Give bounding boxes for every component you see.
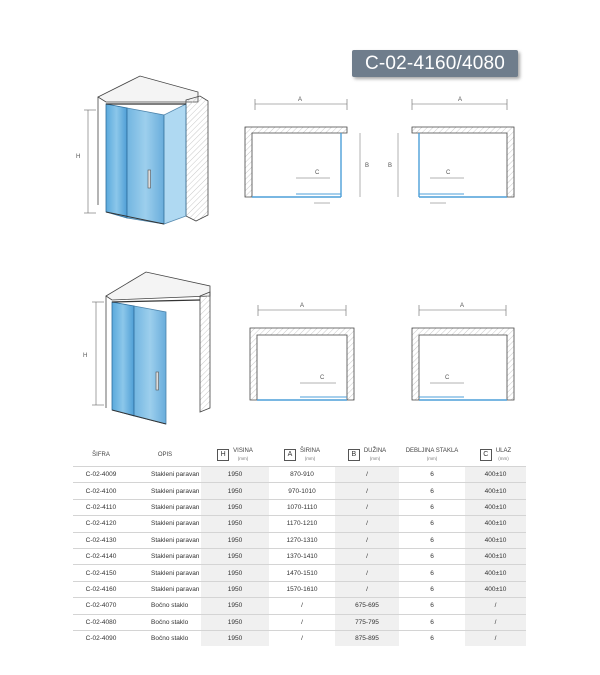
- dim-c-label-4: C: [445, 375, 450, 381]
- cell-length: /: [335, 516, 399, 532]
- cell-entry: /: [465, 614, 526, 630]
- table-header-row: [73, 444, 526, 467]
- model-code-badge: C-02-4160/4080: [352, 50, 518, 77]
- cell-entry: 400±10: [465, 483, 526, 499]
- dim-c-label-1: C: [315, 170, 320, 176]
- table-row: [73, 532, 526, 548]
- cell-code: C-02-4140: [73, 548, 129, 564]
- cell-description: Stakleni paravan: [129, 548, 201, 564]
- cell-height: 1950: [201, 532, 269, 548]
- cell-height: 1950: [201, 499, 269, 515]
- dim-h-label-2: H: [83, 353, 88, 359]
- cell-description: Stakleni paravan: [129, 565, 201, 581]
- header-code: ŠIFRA: [92, 451, 110, 458]
- dim-c-label-3: C: [320, 375, 325, 381]
- cell-height: 1950: [201, 467, 269, 483]
- table-row: [73, 548, 526, 564]
- cell-entry: 400±10: [465, 548, 526, 564]
- cell-code: C-02-4150: [73, 565, 129, 581]
- cell-height: 1950: [201, 598, 269, 614]
- cell-code: C-02-4110: [73, 499, 129, 515]
- cell-length: 675-695: [335, 598, 399, 614]
- cell-height: 1950: [201, 548, 269, 564]
- cell-length: /: [335, 499, 399, 515]
- dim-b-label-1: B: [365, 163, 370, 169]
- cell-length: /: [335, 483, 399, 499]
- cell-glass: 6: [399, 467, 465, 483]
- cell-width: 1570-1610: [269, 581, 335, 597]
- cell-height: 1950: [201, 516, 269, 532]
- cell-glass: 6: [399, 565, 465, 581]
- table-row: [73, 516, 526, 532]
- cell-height: 1950: [201, 614, 269, 630]
- cell-glass: 6: [399, 581, 465, 597]
- perspective-view-alcove: [83, 272, 210, 424]
- cell-code: C-02-4009: [73, 467, 129, 483]
- plan-view-1: [245, 97, 369, 203]
- cell-entry: 400±10: [465, 581, 526, 597]
- cell-length: /: [335, 467, 399, 483]
- cell-description: Stakleni paravan: [129, 581, 201, 597]
- cell-length: /: [335, 581, 399, 597]
- cell-description: Bočno staklo: [129, 614, 201, 630]
- cell-description: Bočno staklo: [129, 630, 201, 646]
- cell-description: Stakleni paravan: [129, 516, 201, 532]
- cell-glass: 6: [399, 516, 465, 532]
- cell-glass: 6: [399, 548, 465, 564]
- cell-width: 1070-1110: [269, 499, 335, 515]
- header-description: OPIS: [157, 451, 173, 458]
- cell-description: Stakleni paravan: [129, 532, 201, 548]
- cell-glass: 6: [399, 499, 465, 515]
- cell-entry: 400±10: [465, 499, 526, 515]
- cell-height: 1950: [201, 483, 269, 499]
- header-width: A ŠIRINA (mm): [269, 444, 335, 467]
- cell-height: 1950: [201, 565, 269, 581]
- cell-width: 1270-1310: [269, 532, 335, 548]
- cell-description: Stakleni paravan: [129, 499, 201, 515]
- dim-b-label-2: B: [388, 163, 393, 169]
- cell-height: 1950: [201, 581, 269, 597]
- cell-width: 1370-1410: [269, 548, 335, 564]
- table-row: [73, 499, 526, 515]
- cell-width: 870-910: [269, 467, 335, 483]
- cell-length: /: [335, 548, 399, 564]
- cell-glass: 6: [399, 483, 465, 499]
- table-row: [73, 565, 526, 581]
- table-row: [73, 467, 526, 483]
- table-row: [73, 581, 526, 597]
- cell-length: 775-795: [335, 614, 399, 630]
- dim-c-label-2: C: [446, 170, 451, 176]
- cell-width: /: [269, 598, 335, 614]
- table-row: [73, 483, 526, 499]
- dim-a-label-4: A: [460, 303, 465, 309]
- cell-entry: 400±10: [465, 532, 526, 548]
- dim-a-label-1: A: [298, 97, 303, 103]
- cell-width: 1170-1210: [269, 516, 335, 532]
- cell-entry: /: [465, 598, 526, 614]
- cell-code: C-02-4120: [73, 516, 129, 532]
- cell-code: C-02-4130: [73, 532, 129, 548]
- header-height: H VISINA (mm): [201, 444, 269, 467]
- perspective-view-corner: [76, 76, 208, 224]
- cell-description: Stakleni paravan: [129, 467, 201, 483]
- door-handle-icon: [148, 170, 151, 188]
- cell-length: /: [335, 532, 399, 548]
- header-length: B DUŽINA (mm): [335, 444, 399, 467]
- cell-entry: /: [465, 630, 526, 646]
- header-entry: C ULAZ (mm): [465, 444, 526, 467]
- cell-code: C-02-4080: [73, 614, 129, 630]
- dim-h-label: H: [76, 154, 81, 160]
- cell-width: 970-1010: [269, 483, 335, 499]
- cell-glass: 6: [399, 630, 465, 646]
- dim-a-label-3: A: [300, 303, 305, 309]
- table-row: [73, 598, 526, 614]
- table-row: [73, 614, 526, 630]
- cell-height: 1950: [201, 630, 269, 646]
- dim-a-label-2: A: [458, 97, 463, 103]
- cell-code: C-02-4090: [73, 630, 129, 646]
- cell-length: /: [335, 565, 399, 581]
- header-glass-thickness: DEBLJINA STAKLA (mm): [405, 448, 459, 461]
- plan-view-4: [412, 303, 514, 400]
- cell-entry: 400±10: [465, 516, 526, 532]
- cell-description: Stakleni paravan: [129, 483, 201, 499]
- cell-width: /: [269, 614, 335, 630]
- cell-length: 875-895: [335, 630, 399, 646]
- cell-entry: 400±10: [465, 467, 526, 483]
- cell-description: Bočno staklo: [129, 598, 201, 614]
- cell-code: C-02-4100: [73, 483, 129, 499]
- cell-code: C-02-4160: [73, 581, 129, 597]
- door-handle-icon-2: [156, 372, 159, 390]
- cell-glass: 6: [399, 598, 465, 614]
- cell-entry: 400±10: [465, 565, 526, 581]
- cell-glass: 6: [399, 614, 465, 630]
- cell-width: 1470-1510: [269, 565, 335, 581]
- cell-glass: 6: [399, 532, 465, 548]
- cell-width: /: [269, 630, 335, 646]
- plan-view-3: [250, 303, 354, 400]
- specification-table: [73, 444, 526, 646]
- cell-code: C-02-4070: [73, 598, 129, 614]
- table-row: [73, 630, 526, 646]
- plan-view-2: [388, 97, 514, 203]
